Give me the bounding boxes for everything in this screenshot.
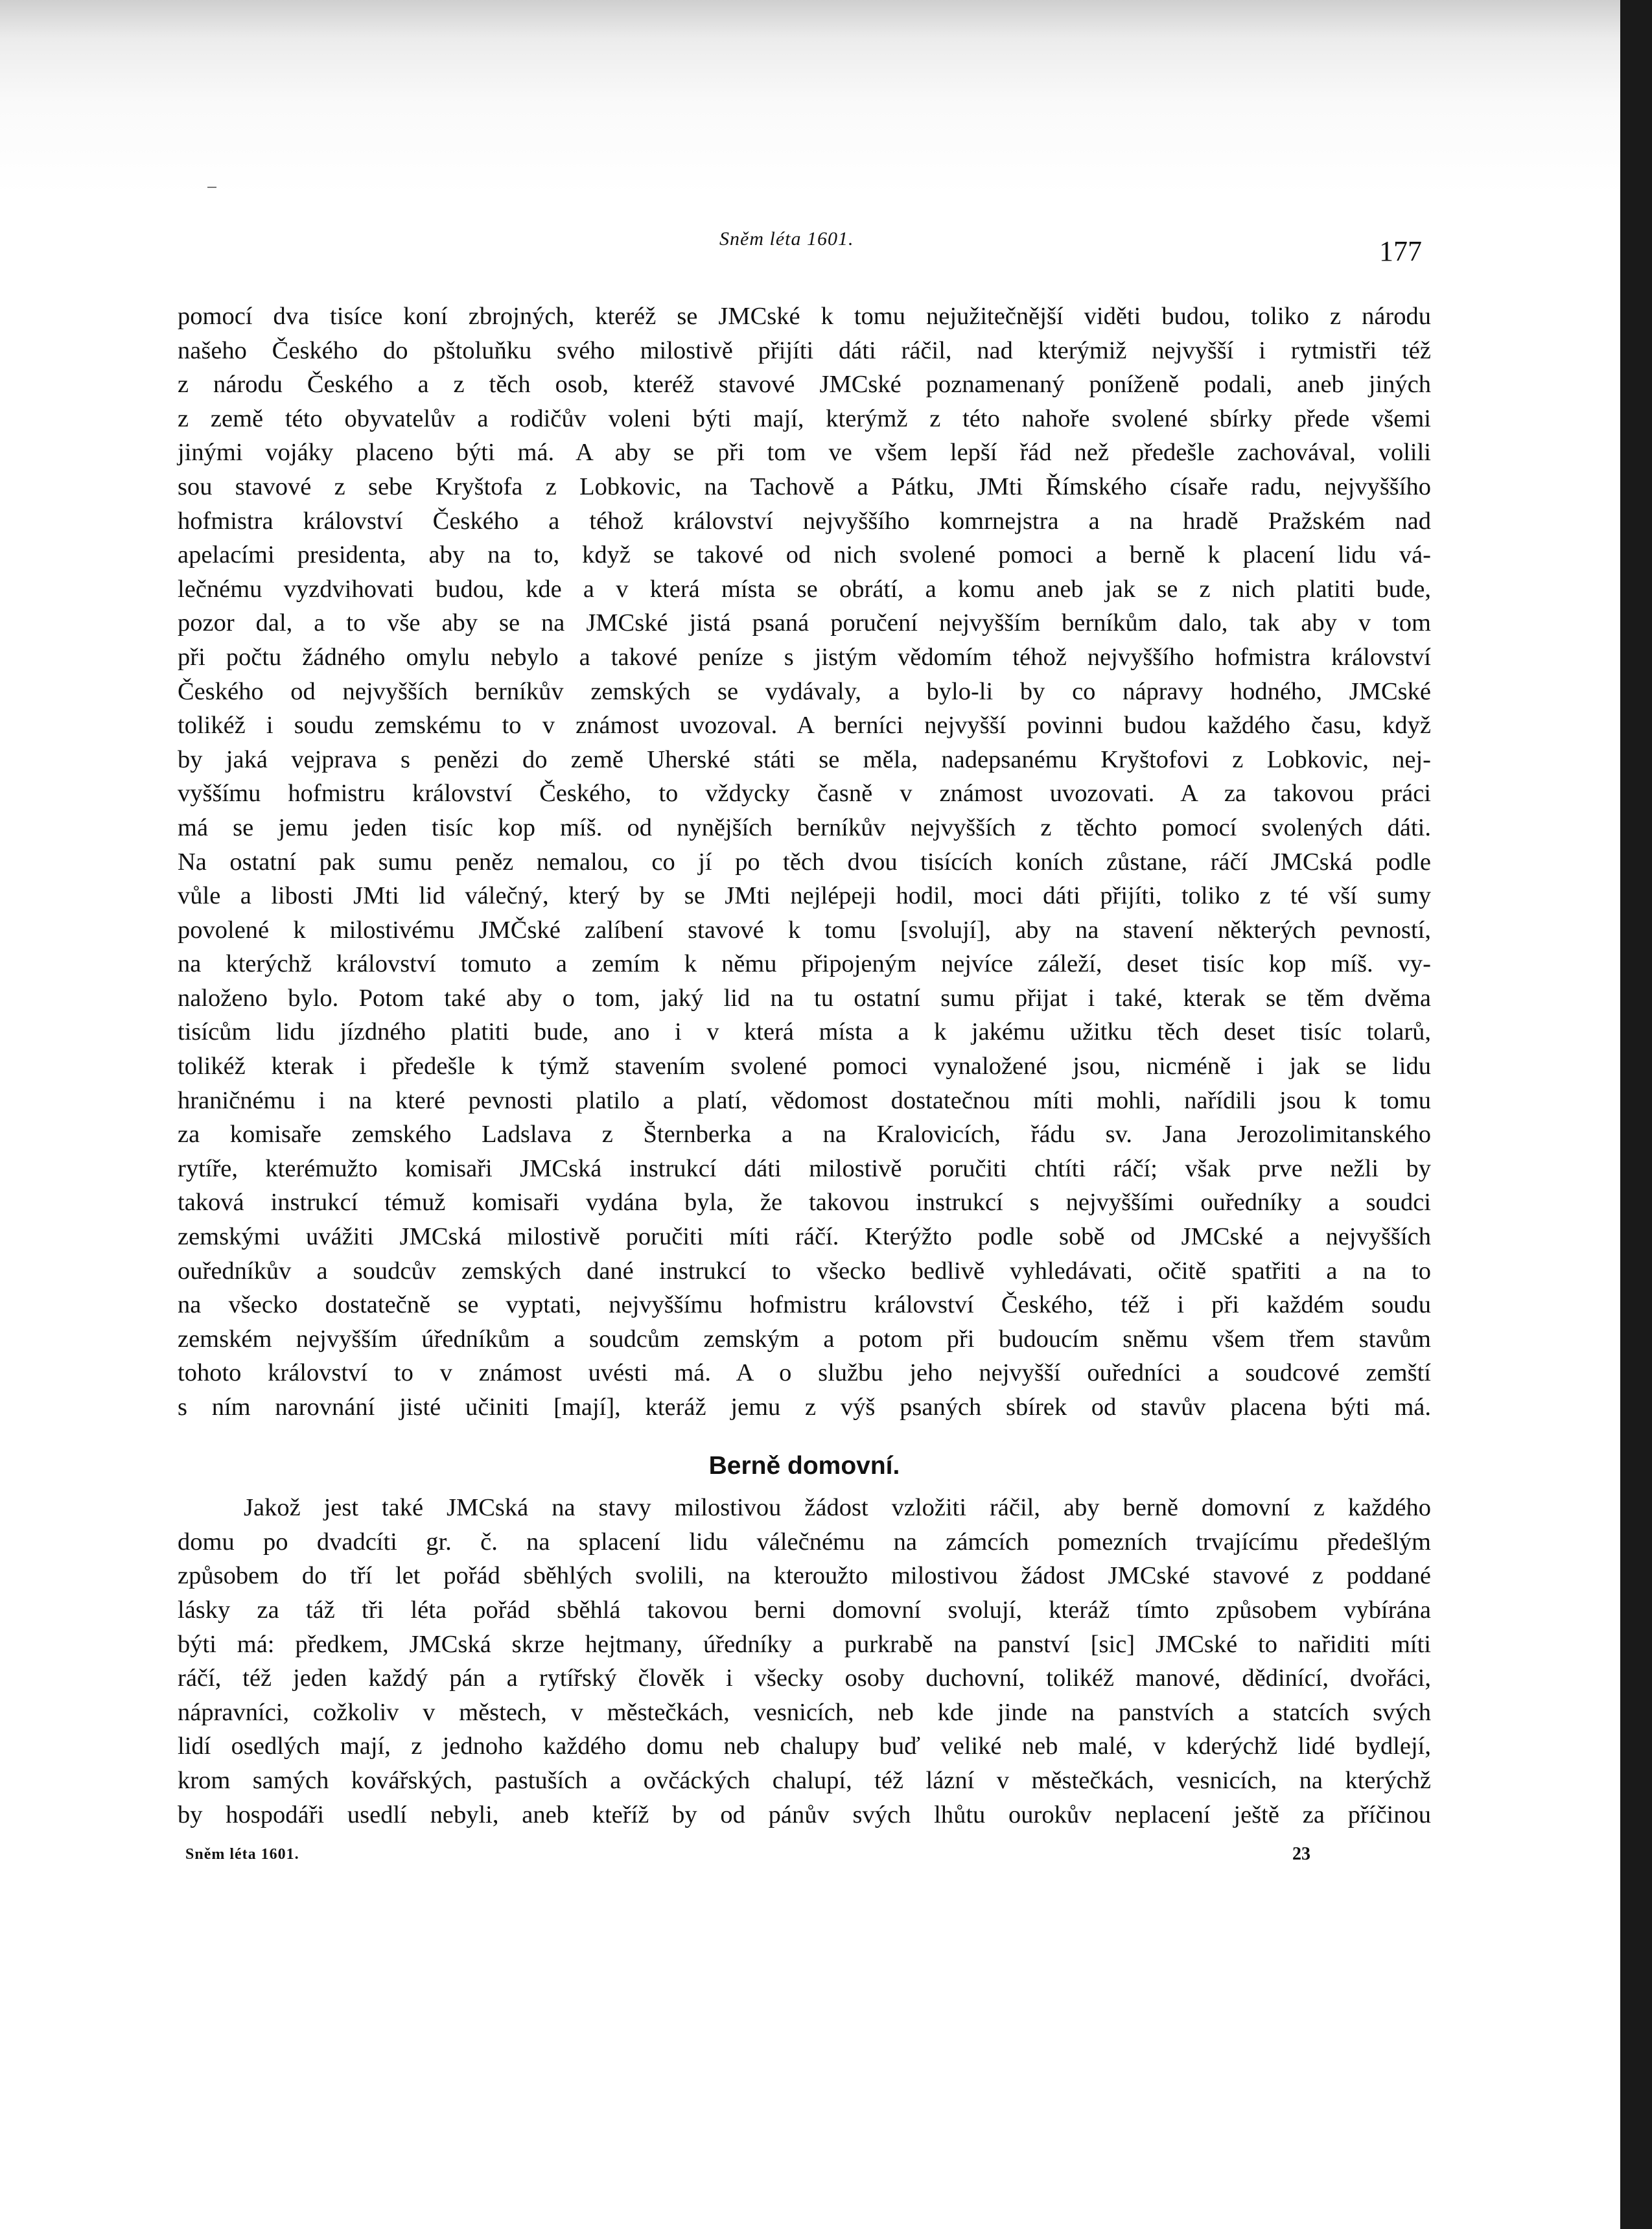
text-line: ouředníkův a soudcův zemských dané instrukcí to všecko bedlivě vyhledávati, očitě spatřiti a na to <box>178 1257 1431 1285</box>
footer-sheet-number: 23 <box>1292 1844 1310 1864</box>
text-line: zemském nejvyšším úředníkům a soudcům zemským a potom při budoucím sněmu všem třem stavům <box>178 1325 1431 1353</box>
text-line: našeho Českého do pštoluňku svého milostivě přijíti dáti ráčil, nad kterýmiž nejvyšší i rytmistři též <box>178 336 1431 364</box>
text-line: tisícům lidu jízdného platiti bude, ano i v která místa a k jakému užitku těch deset tisíc tolarů, <box>178 1018 1431 1046</box>
text-line: sou stavové z sebe Kryštofa z Lobkovic, na Tachově a Pátku, JMti Římského císaře radu, nejvyššího <box>178 473 1431 500</box>
text-line: má se jemu jeden tisíc kop míš. od nynějších berníkův nejvyšších z těchto pomocí svolených dáti. <box>178 813 1431 841</box>
text-line: ráčí, též jeden každý pán a rytířský člověk i všecky osoby duchovní, tolikéž manové, dědinící, dvořáci, <box>178 1664 1431 1692</box>
text-line: vyššímu hofmistru království Českého, to vždycky časně v známost uvozovati. A za takovou práci <box>178 780 1431 808</box>
text-line: povolené k milostivému JMČské zalíbení stavové k tomu [svolují], aby na stavení některých pevností, <box>178 916 1431 944</box>
text-line: apelacími presidenta, aby na to, když se takové od nich svolené pomoci a berně k placení lidu vá- <box>178 541 1431 569</box>
text-line: Českého od nejvyšších berníkův zemských se vydávaly, a bylo-li by co nápravy hodného, JMCské <box>178 677 1431 705</box>
text-line: z země této obyvatelův a rodičův voleni býti mají, kterýmž z této nahoře svolené sbírky přede všemi <box>178 404 1431 432</box>
text-line: tolikéž i soudu zemskému to v známost uvozoval. A berníci nejvyšší povinni budou každého času, když <box>178 712 1431 740</box>
text-line: lečnému vyzdvihovati budou, kde a v která místa se obrátí, a komu aneb jak se z nich platiti bude, <box>178 575 1431 603</box>
text-line: by jaká vejprava s penězi do země Uherské státi se měla, nadepsanému Kryštofovi z Lobkovic, nej- <box>178 745 1431 773</box>
text-line: hofmistra království Českého a téhož království nejvyššího komrnejstra a na hradě Pražském nad <box>178 507 1431 535</box>
text-line: domu po dvadcíti gr. č. na splacení lidu válečnému na zámcích pomezních trvajícímu předešlým <box>178 1528 1431 1556</box>
text-line: s ním narovnání jisté učiniti [mají], kteráž jemu z výš psaných sbírek od stavův placena býti má. <box>178 1394 1431 1421</box>
text-line: hraničnému i na které pevnosti platilo a platí, vědomost dostatečnou míti mohli, nařídili jsou k tomu <box>178 1086 1431 1114</box>
text-line: nápravníci, cožkoliv v městech, v městečkách, vesnicích, neb kde jinde na panstvích a statcích svých <box>178 1698 1431 1726</box>
text-line: Jakož jest také JMCská na stavy milostivou žádost vzložiti ráčil, aby berně domovní z každého <box>244 1494 1431 1522</box>
text-line: by hospodáři usedlí nebyli, aneb kteříž by od pánův svých lhůtu ourokův neplacení ještě za příčinou <box>178 1801 1431 1828</box>
section-heading: Berně domovní. <box>708 1451 900 1480</box>
text-line: rytíře, kterémužto komisaři JMCská instrukcí dáti milostivě poručiti chtíti ráčí; však prve nežli by <box>178 1154 1431 1182</box>
text-line: tohoto království to v známost uvésti má. A o službu jeho nejvyšší ouředníci a soudcové zemští <box>178 1359 1431 1387</box>
text-line: z národu Českého a z těch osob, kteréž stavové JMCské poznamenaný poníženě podali, aneb jiných <box>178 371 1431 399</box>
text-line: zemskými uvážiti JMCská milostivě poručiti míti ráčí. Kterýžto podle sobě od JMCské a nejvyšších <box>178 1223 1431 1251</box>
text-line: na kterýchž království tomuto a zemím k němu připojeným nejvíce záleží, deset tisíc kop míš. vy- <box>178 950 1431 978</box>
paragraph-2 <box>178 1491 1431 1832</box>
text-line: jinými vojáky placeno býti má. A aby se při tom ve všem lepší řád než předešle zachovával, volili <box>178 439 1431 467</box>
footer-signature: Sněm léta 1601. <box>185 1846 299 1863</box>
paragraph-1 <box>178 299 1431 1425</box>
text-line: krom samých kovářských, pastuších a ovčáckých chalupí, též lázní v městečkách, vesnicích, na kterýchž <box>178 1766 1431 1794</box>
text-line: taková instrukcí témuž komisaři vydána byla, že takovou instrukcí s nejvyššími ouředníky a soudci <box>178 1189 1431 1217</box>
print-mark <box>207 187 216 188</box>
text-line: vůle a libosti JMti lid válečný, který by se JMti nejlépeji hodil, moci dáti přijíti, toliko z té vší sumy <box>178 882 1431 910</box>
text-line: lidí osedlých mají, z jednoho každého domu neb chalupy buď veliké neb malé, v kderýchž lidé bydlejí, <box>178 1733 1431 1760</box>
text-line: býti má: předkem, JMCská skrze hejtmany, úředníky a purkrabě na panství [sic] JMCské to nařiditi míti <box>178 1630 1431 1658</box>
running-head: Sněm léta 1601. <box>719 228 854 250</box>
body-text <box>178 299 1431 1832</box>
text-line: Na ostatní pak sumu peněz nemalou, co jí po těch dvou tisících koních zůstane, ráčí JMCská podle <box>178 848 1431 876</box>
text-line: za komisaře zemského Ladslava z Šternberka a na Kralovicích, řádu sv. Jana Jerozolimitanského <box>178 1121 1431 1149</box>
text-line: naloženo bylo. Potom také aby o tom, jaký lid na tu ostatní sumu přijat i také, kterak se těm dvěma <box>178 984 1431 1012</box>
text-line: lásky za táž tři léta pořád sběhlá takovou berni domovní svolují, kteráž tímto způsobem vybírána <box>178 1596 1431 1624</box>
text-line: pozor dal, a to vše aby se na JMCské jistá psaná poručení nejvyšším berníkům dalo, tak aby v tom <box>178 609 1431 637</box>
scan-edge <box>1620 0 1652 2229</box>
text-line: pomocí dva tisíce koní zbrojných, kteréž se JMCské k tomu nejužitečnější viděti budou, toliko z národu <box>178 303 1431 330</box>
page-number: 177 <box>1379 235 1422 267</box>
text-line: způsobem do tří let pořád sběhlých svolili, na kteroužto milostivou žádost JMCské stavové z poddané <box>178 1562 1431 1590</box>
text-line: na všecko dostatečně se vyptati, nejvyššímu hofmistru království Českého, též i při každém soudu <box>178 1291 1431 1319</box>
text-line: při počtu žádného omylu nebylo a takové peníze s jistým vědomím téhož nejvyššího hofmistra království <box>178 643 1431 671</box>
text-line: tolikéž kterak i předešle k týmž stavením svolené pomoci vynaložené jsou, nicméně i jak se lidu <box>178 1053 1431 1080</box>
